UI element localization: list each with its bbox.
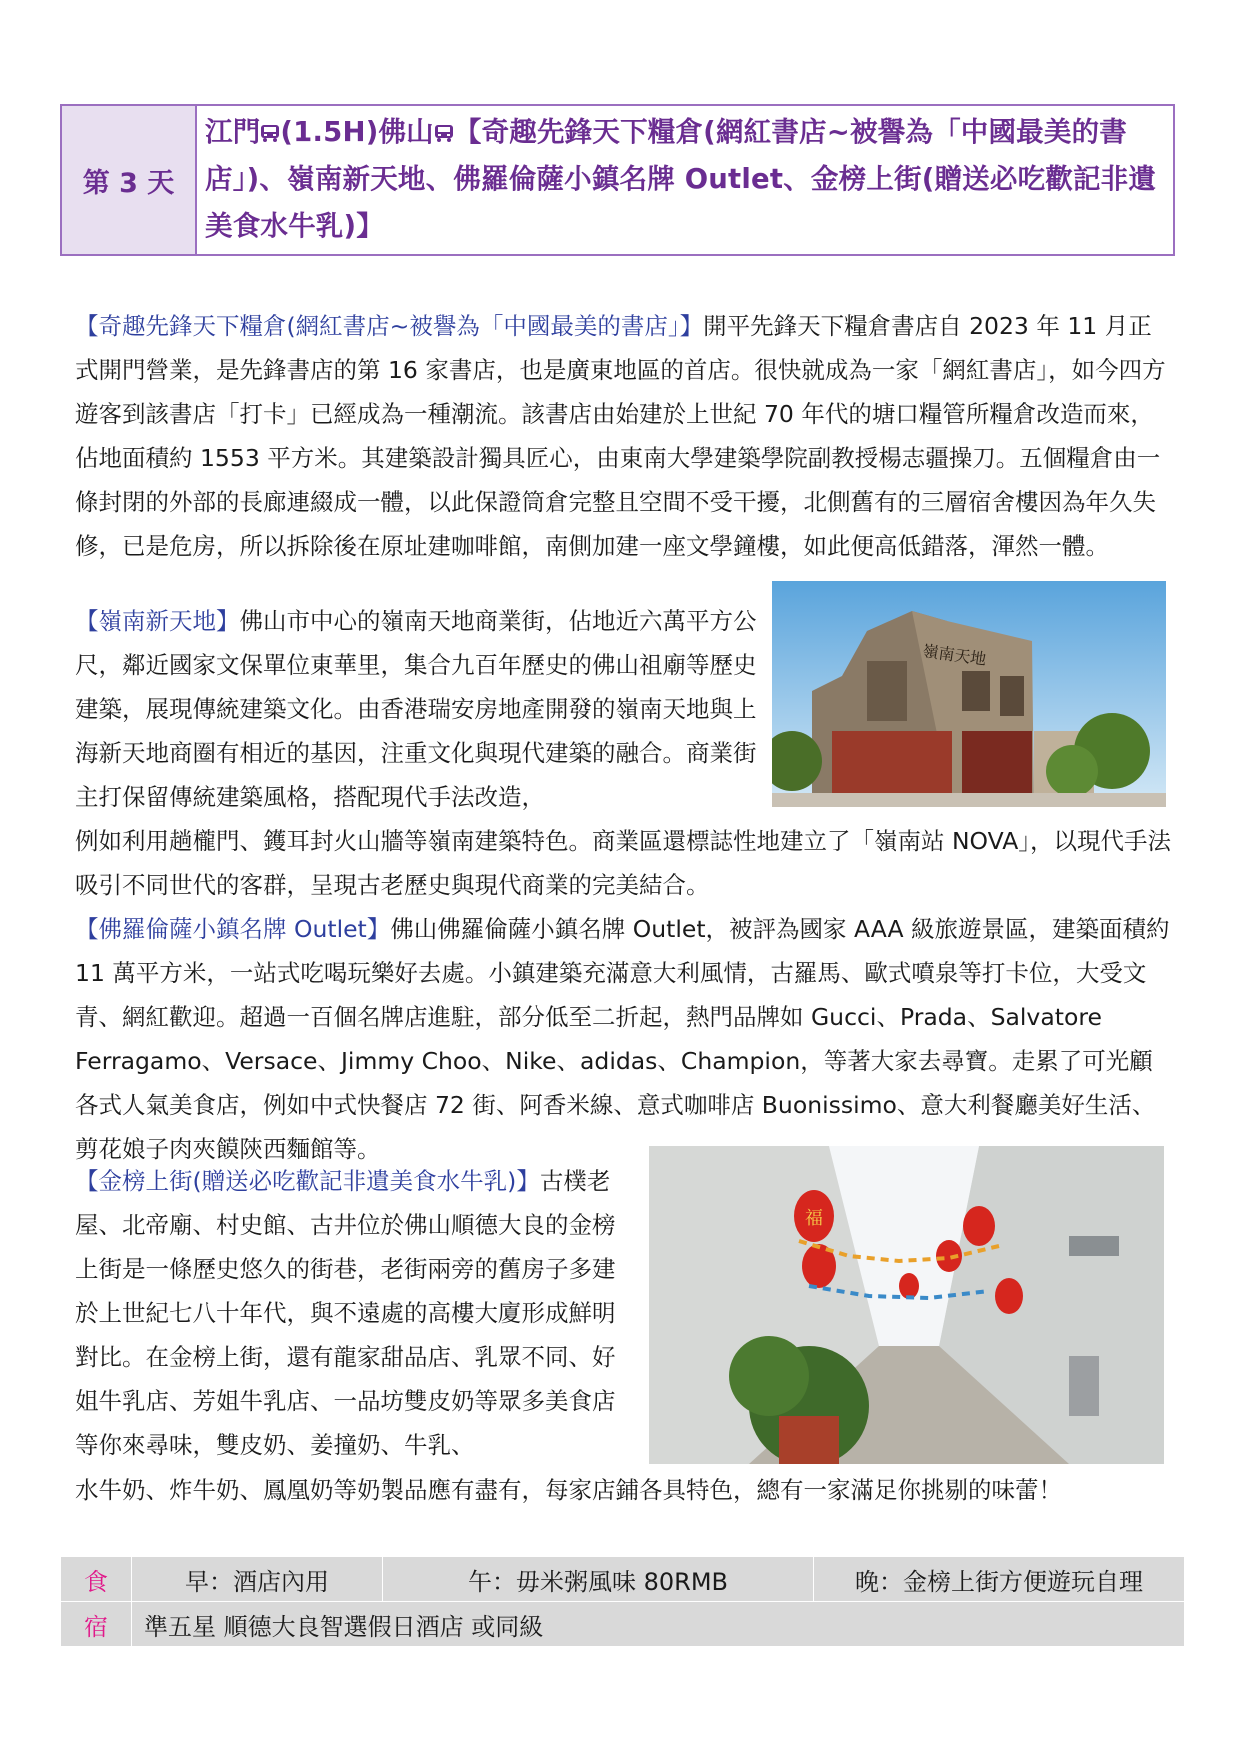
lunch-cell: 午：毋米粥風味 80RMB <box>383 1557 814 1602</box>
stay-key: 宿 <box>61 1602 132 1647</box>
meal-table <box>60 1556 1185 1647</box>
lingnan-sign-text: 嶺南天地 <box>921 641 988 669</box>
bus-icon <box>260 124 280 142</box>
breakfast-cell: 早：酒店內用 <box>132 1557 383 1602</box>
meal-key: 食 <box>61 1557 132 1602</box>
section-granary-heading: 【奇趣先鋒天下糧倉(網紅書店~被譽為「中國最美的書店」】 <box>75 312 704 340</box>
dinner-cell: 晚：金榜上街方便遊玩自理 <box>814 1557 1185 1602</box>
stay-row <box>61 1602 1185 1647</box>
section-lingnan-heading: 【嶺南新天地】 <box>75 607 240 635</box>
day-number: 第 3 天 <box>62 106 197 254</box>
section-jinbang-body-b: 水牛奶、炸牛奶、鳳凰奶等奶製品應有盡有，每家店鋪各具特色，總有一家滿足你挑剔的味蕾！ <box>75 1476 1062 1504</box>
day-title-attractions: 【奇趣先鋒天下糧倉(網紅書店~被譽為「中國最美的書店」)、嶺南新天地、佛羅倫薩小鎮名牌 Outlet、金榜上街(贈送必吃歡記非遺美食水牛乳)】 <box>205 116 1157 242</box>
section-granary <box>75 304 1175 568</box>
jinbang-photo <box>649 1146 1164 1464</box>
section-lingnan-b <box>75 819 1175 907</box>
section-lingnan-body-b: 例如利用趟櫳門、鑊耳封火山牆等嶺南建築特色。商業區還標誌性地建立了「嶺南站 NOVA」，以現代手法吸引不同世代的客群，呈現古老歷史與現代商業的完美結合。 <box>75 827 1172 899</box>
meal-row <box>61 1557 1185 1602</box>
section-jinbang-b <box>75 1468 1175 1512</box>
section-outlet <box>75 907 1175 1171</box>
bus-icon <box>434 124 454 142</box>
lingnan-photo <box>772 581 1166 807</box>
section-lingnan-body-a: 佛山市中心的嶺南天地商業街，佔地近六萬平方公尺，鄰近國家文保單位東華里，集合九百年歷史的佛山祖廟等歷史建築，展現傳統建築文化。由香港瑞安房地產開發的嶺南天地與上海新天地商圈有相近的基因，注重文化與現代建築的融合。商業街主打保留傳統建築風格，搭配現代手法改造， <box>75 607 757 811</box>
hotel-cell: 準五星 順德大良智選假日酒店 或同級 <box>132 1602 1185 1647</box>
day-title-from: 江門 <box>205 116 261 148</box>
section-outlet-body: 佛山佛羅倫薩小鎮名牌 Outlet，被評為國家 AAA 級旅遊景區，建築面積約 11 萬平方米，一站式吃喝玩樂好去處。小鎮建築充滿意大利風情，古羅馬、歐式噴泉等打卡位，大受文青、網紅歡迎。超過一百個名牌店進駐，部分低至二折起，熱門品牌如 Gucci、Prada、Salvatore Ferragamo、Versace、Jimmy Choo、Nike、adidas、Champion，等著大家去尋寶。走累了可光顧各式人氣美食店，例如中式快餐店 72 街、阿香米線、意式咖啡店 Buonissimo、意大利餐廳美好生活、剪花娘子肉夾饃陝西麵館等。 <box>75 915 1170 1163</box>
lantern-text: 福 <box>805 1208 823 1229</box>
section-lingnan-a <box>75 599 757 819</box>
day-title-route: (1.5H)佛山 <box>280 116 434 148</box>
section-jinbang-a <box>75 1159 633 1467</box>
section-granary-body: 開平先鋒天下糧倉書店自 2023 年 11 月正式開門營業，是先鋒書店的第 16 家書店，也是廣東地區的首店。很快就成為一家「網紅書店」，如今四方遊客到該書店「打卡」已經成為一種潮流。該書店由始建於上世紀 70 年代的塘口糧管所糧倉改造而來，佔地面積約 1553 平方米。其建築設計獨具匠心，由東南大學建築學院副教授楊志疆操刀。五個糧倉由一條封閉的外部的長廊連綴成一體，以此保證筒倉完整且空間不受干擾，北側舊有的三層宿舍樓因為年久失修，已是危房，所以拆除後在原址建咖啡館，南側加建一座文學鐘樓，如此便高低錯落，渾然一體。 <box>75 312 1166 560</box>
day-header <box>60 104 1175 256</box>
day-title <box>197 106 1173 254</box>
section-jinbang-heading: 【金榜上街(贈送必吃歡記非遺美食水牛乳)】 <box>75 1167 540 1195</box>
section-jinbang-body-a: 古樸老屋、北帝廟、村史館、古井位於佛山順德大良的金榜上街是一條歷史悠久的街巷，老街兩旁的舊房子多建於上世紀七八十年代，與不遠處的高樓大廈形成鮮明對比。在金榜上街，還有龍家甜品店、乳眾不同、好姐牛乳店、芳姐牛乳店、一品坊雙皮奶等眾多美食店等你來尋味，雙皮奶、姜撞奶、牛乳、 <box>75 1167 616 1459</box>
section-outlet-heading: 【佛羅倫薩小鎮名牌 Outlet】 <box>75 915 391 943</box>
